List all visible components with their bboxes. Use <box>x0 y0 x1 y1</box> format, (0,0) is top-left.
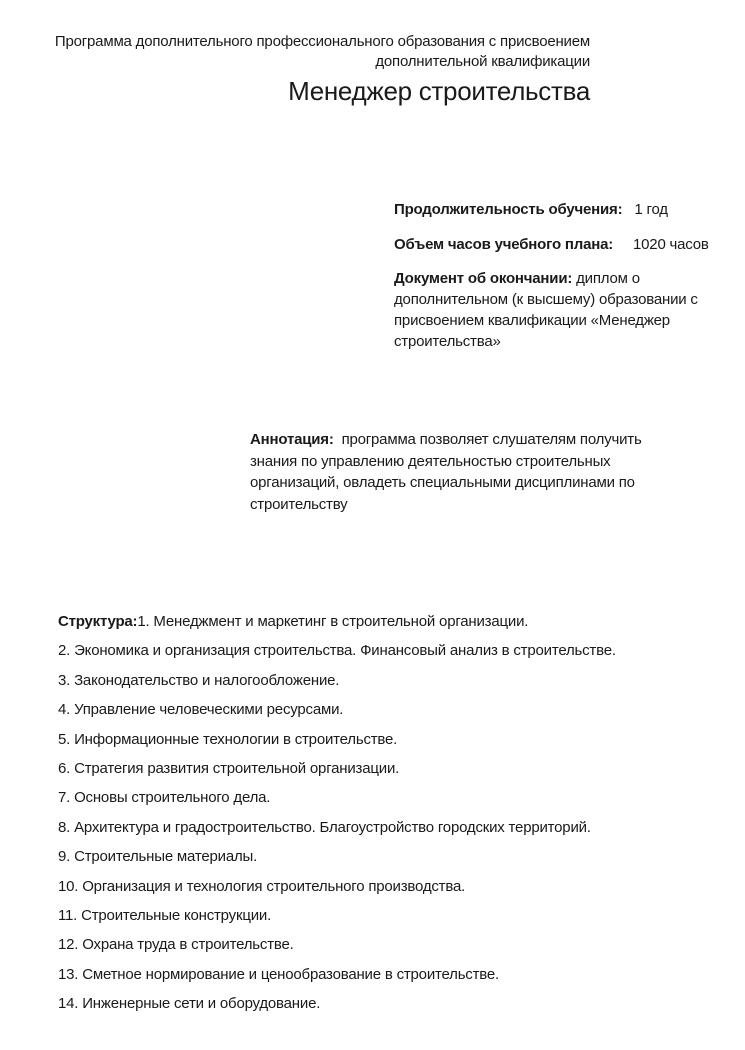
annotation-text: программа позволяет слушателям получить знания по управлению деятельностью строительных организаций, овладеть специальными дисциплинами по строительству <box>250 431 642 513</box>
duration-label: Продолжительность обучения: <box>394 201 623 218</box>
structure-item: 4. Управление человеческими ресурсами. <box>58 701 344 719</box>
structure-item: 9. Строительные материалы. <box>58 848 258 866</box>
document-value: диплом о дополнительном (к высшему) образовании с присвоением квалификации «Менеджер строительства» <box>394 270 698 350</box>
program-header <box>10 32 590 72</box>
program-subtitle-line-1: Программа дополнительного профессионального образования с присвоением <box>54 33 590 50</box>
annotation-label: Аннотация: <box>250 431 334 448</box>
structure-item: 2. Экономика и организация строительства. Финансовый анализ в строительстве. <box>58 642 616 660</box>
structure-item: 11. Строительные конструкции. <box>58 906 272 924</box>
program-subtitle-line-2: дополнительной квалификации <box>375 53 590 70</box>
structure-item: 7. Основы строительного дела. <box>58 789 271 807</box>
duration-value: 1 год <box>634 201 668 218</box>
structure-item: 6. Стратегия развития строительной организации. <box>58 759 400 777</box>
structure-item: 12. Охрана труда в строительстве. <box>58 936 294 954</box>
document-info <box>394 268 724 352</box>
structure-item: 13. Сметное нормирование и ценообразование в строительстве. <box>58 965 499 983</box>
document-label: Документ об окончании: <box>394 270 573 287</box>
structure-item: 14. Инженерные сети и оборудование. <box>58 995 321 1013</box>
structure-item-text: 1. Менеджмент и маркетинг в строительной организации. <box>137 613 529 630</box>
structure-item: 3. Законодательство и налогообложение. <box>58 671 340 689</box>
page-title: Менеджер строительства <box>288 76 590 106</box>
structure-label: Структура: <box>58 613 138 630</box>
hours-label: Объем часов учебного плана: <box>394 236 614 253</box>
structure-item: 10. Организация и технология строительного производства. <box>58 877 466 895</box>
hours-value: 1020 часов <box>633 236 709 253</box>
hours-info <box>394 234 734 255</box>
structure-item: 8. Архитектура и градостроительство. Благоустройство городских территорий. <box>58 818 591 836</box>
annotation-block <box>250 429 670 515</box>
duration-info <box>394 199 734 220</box>
structure-list <box>58 610 718 1021</box>
structure-item: 5. Информационные технологии в строительстве. <box>58 730 398 748</box>
structure-item <box>58 610 718 639</box>
